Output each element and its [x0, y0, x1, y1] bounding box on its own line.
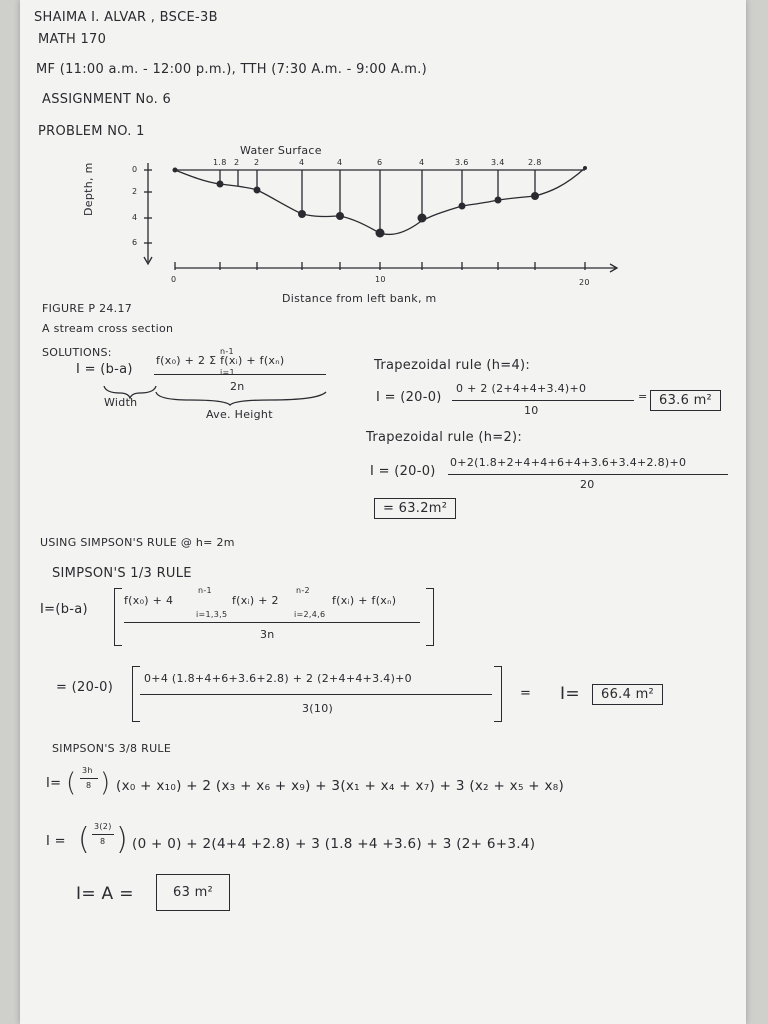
depth-label-5: 4	[337, 158, 343, 167]
simpson-13-num-a: f(x₀) + 4	[124, 594, 174, 607]
simpson-38-line2-frac-den: 8	[100, 837, 106, 846]
trap-h4-denominator: 10	[524, 404, 539, 417]
y-tick-4: 4	[132, 213, 138, 222]
trap-h2-fraction-bar	[448, 474, 728, 475]
simpson-heading: USING SIMPSON'S RULE @ h= 2m	[40, 536, 235, 549]
trap-h2-lhs: I = (20-0)	[370, 464, 436, 479]
simpson-13-sub-numerator: 0+4 (1.8+4+6+3.6+2.8) + 2 (2+4+4+3.4)+0	[144, 672, 412, 685]
final-answer-lhs: I= A =	[76, 884, 134, 904]
simpson-three-eighth-title: SIMPSON'S 3/8 RULE	[52, 742, 172, 755]
depth-label-10: 2.8	[528, 158, 542, 167]
trap-h4-title: Trapezoidal rule (h=4):	[374, 358, 531, 373]
general-formula-numerator: f(x₀) + 2 Σ f(xᵢ) + f(xₙ)	[156, 354, 285, 367]
simpson-38-line2-frac-num: 3(2)	[94, 822, 112, 831]
depth-label-2: 2	[234, 158, 240, 167]
general-formula-denominator: 2n	[230, 380, 245, 393]
simpson-38-line1-frac-num: 3h	[82, 766, 93, 775]
y-tick-0: 0	[132, 165, 138, 174]
simpson-13-result: 66.4 m²	[592, 684, 663, 705]
width-label: Width	[104, 396, 138, 409]
simpson-13-denominator: 3n	[260, 628, 275, 641]
depth-label-6: 6	[377, 158, 383, 167]
trap-h2-denominator: 20	[580, 478, 595, 491]
student-name-line: SHAIMA I. ALVAR , BSCE-3B	[34, 10, 218, 25]
trap-h4-result: 63.6 m²	[650, 390, 721, 411]
depth-label-3: 2	[254, 158, 260, 167]
simpson-13-sub-denominator: 3(10)	[302, 702, 334, 715]
general-sum-upper: n-1	[220, 347, 234, 356]
simpson-13-sum2-lower: i=2,4,6	[294, 610, 326, 619]
y-tick-6: 6	[132, 238, 138, 247]
simpson-13-I: I=	[560, 684, 580, 704]
depth-label-9: 3.4	[491, 158, 505, 167]
final-answer-result: 63 m²	[156, 874, 230, 911]
problem-title: PROBLEM NO. 1	[38, 124, 145, 139]
simpson-13-num-c: f(xᵢ) + f(xₙ)	[332, 594, 397, 607]
simpson-38-line1-lhs: I=	[46, 776, 62, 791]
y-tick-2: 2	[132, 187, 138, 196]
simpson-38-line1-rest: (x₀ + x₁₀) + 2 (x₃ + x₆ + x₉) + 3(x₁ + x₄ + x₇) + 3 (x₂ + x₅ + x₈)	[116, 778, 565, 794]
formula-braces	[20, 0, 746, 420]
class-schedule: MF (11:00 a.m. - 12:00 p.m.), TTH (7:30 A.m. - 9:00 A.m.)	[36, 62, 428, 77]
x-axis-label: Distance from left bank, m	[282, 292, 437, 305]
y-axis-label: Depth, m	[82, 162, 95, 216]
ave-height-label: Ave. Height	[206, 408, 273, 421]
trap-h2-result: = 63.2m²	[374, 498, 456, 519]
simpson-13-num-b: f(xᵢ) + 2	[232, 594, 279, 607]
x-tick-20: 20	[579, 278, 590, 287]
assignment-title: ASSIGNMENT No. 6	[42, 92, 172, 107]
simpson-one-third-title: SIMPSON'S 1/3 RULE	[52, 566, 192, 581]
simpson-38-line2-rest: (0 + 0) + 2(4+4 +2.8) + 3 (1.8 +4 +3.6) + 3 (2+ 6+3.4)	[132, 836, 536, 852]
depth-label-1: 1.8	[213, 158, 227, 167]
simpson-13-sub-fraction-bar	[140, 694, 492, 695]
trap-h4-lhs: I = (20-0)	[376, 390, 442, 405]
x-tick-0: 0	[171, 275, 177, 284]
simpson-38-line1-frac-den: 8	[86, 781, 92, 790]
water-surface-label: Water Surface	[240, 144, 322, 157]
simpson-13-fraction-bar	[124, 622, 420, 623]
simpson-38-line2-lhs: I =	[46, 834, 66, 849]
simpson-13-sum2-upper: n-2	[296, 586, 310, 595]
trap-h4-fraction-bar	[452, 400, 634, 401]
general-sum-lower: i=1	[220, 368, 235, 377]
x-tick-10: 10	[375, 275, 386, 284]
general-formula-lhs: I = (b-a)	[76, 362, 133, 377]
figure-caption: FIGURE P 24.17	[42, 302, 133, 315]
figure-caption-sub: A stream cross section	[42, 322, 174, 335]
solutions-label: SOLUTIONS:	[42, 346, 112, 359]
simpson-13-equals: =	[520, 686, 532, 701]
simpson-13-lhs: I=(b-a)	[40, 602, 88, 617]
trap-h2-numerator: 0+2(1.8+2+4+4+6+4+3.6+3.4+2.8)+0	[450, 456, 687, 469]
trap-h4-numerator: 0 + 2 (2+4+4+3.4)+0	[456, 382, 587, 395]
notebook-page: SHAIMA I. ALVAR , BSCE-3B MATH 170 MF (11:00 a.m. - 12:00 p.m.), TTH (7:30 A.m. - 9:00 A.m.) ASSIGNMENT No. 6 PROBLEM NO. 1 Water Surface 1.8 2 2 4 4 6 4 3.6 3.4 2.8 Depth, m 0 2 4 6 0 10 20 Distance from left bank, m FIGURE P 24.17 A stream cross section SOLUTIONS: I = (b-a) f(x₀) + 2 Σ f(xᵢ) + f(xₙ) n-1 i=1 2n Width Ave. Height Trapezoidal rule (h=4): I = (20-0) 0 + 2 (2+4+4+3.4)+0 10 = 63.6 m² Trapezoidal rule (h=2): I = (20-0) 0+2(1.8+2+4+4+6+4+3.6+3.4+2.8)+0 20 = 63.2m² USING SIMPSON'S RULE @ h= 2m SIMPSON'S 1/3 RULE I=(b-a) f(x₀) + 4 n-1 i=1,3,5 f(xᵢ) + 2 n-2 i=2,4,6 f(xᵢ) + f(xₙ) 3n = (20-0) 0+4 (1.8+4+6+3.6+2.8) + 2 (2+4+4+3.4)+0 3(10) = I= 66.4 m² SIMPSON'S 3/8 RULE I= ( 3h 8 ) (x₀ + x₁₀) + 2 (x₃ + x₆ + x₉) + 3(x₁ + x₄ + x₇) + 3 (x₂ + x₅ + x₈) I = ( 3(2) 8 ) (0 + 0) + 2(4+4 +2.8) + 3 (1.8 +4 +3.6) + 3 (2+ 6+3.4) I= A = 63 m²	[20, 0, 746, 1024]
simpson-13-sum1-upper: n-1	[198, 586, 212, 595]
trap-h2-title: Trapezoidal rule (h=2):	[366, 430, 523, 445]
depth-label-8: 3.6	[455, 158, 469, 167]
simpson-13-sub-lhs: = (20-0)	[56, 680, 114, 695]
depth-label-7: 4	[419, 158, 425, 167]
depth-label-4: 4	[299, 158, 305, 167]
course-code: MATH 170	[38, 32, 107, 47]
simpson-13-sum1-lower: i=1,3,5	[196, 610, 228, 619]
